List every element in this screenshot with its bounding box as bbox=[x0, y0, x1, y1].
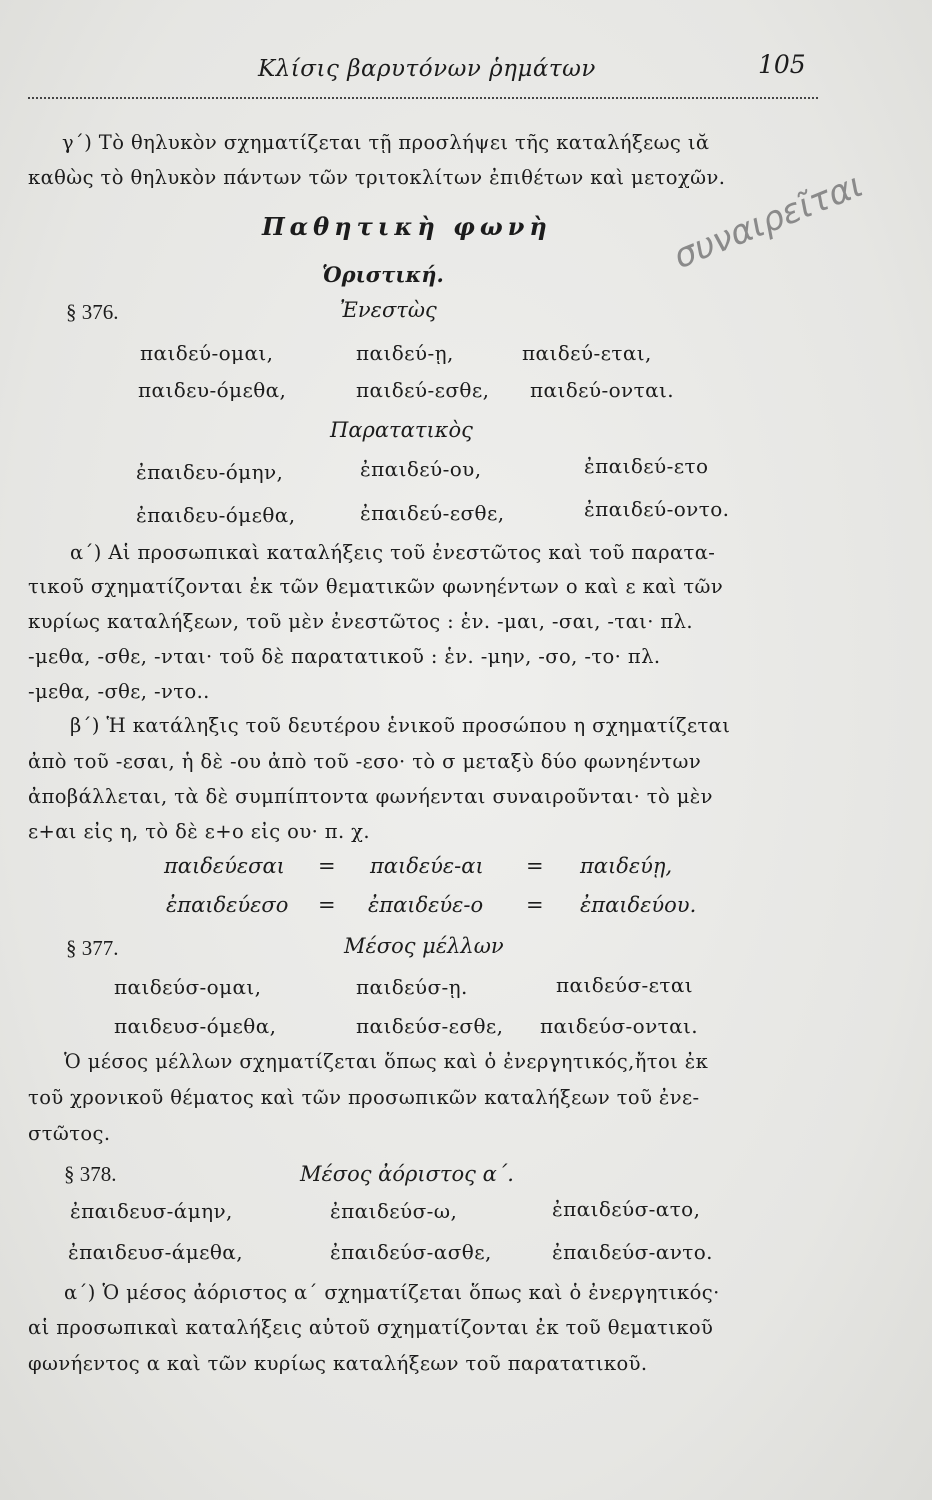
middle-aorist-heading: Μέσος ἀόριστος α΄. bbox=[300, 1162, 514, 1186]
note-a-line-4: -μεθα, -σθε, -νται· τοῦ δὲ παρατατικοῦ : ἑν. -μην, -σο, -το· πλ. bbox=[28, 645, 661, 668]
passive-voice-heading: Παθητικὴ φωνὴ bbox=[262, 212, 552, 241]
equation-equals: = bbox=[318, 893, 336, 917]
indicative-heading: Ὁριστική. bbox=[322, 262, 444, 287]
form-cell: ἐπαιδεύσ-ω, bbox=[330, 1199, 458, 1223]
form-cell: παιδεύ-εσθε, bbox=[356, 378, 490, 402]
equation-equals: = bbox=[318, 854, 336, 878]
note-378-line-3: φωνήεντος α καὶ τῶν κυρίως καταλήξεων τοῦ παρατατικοῦ. bbox=[28, 1352, 648, 1375]
header-rule bbox=[28, 97, 818, 99]
section-377-label: § 377. bbox=[66, 936, 119, 960]
form-cell: παιδευ-όμεθα, bbox=[138, 378, 287, 402]
note-a-line-3: κυρίως καταλήξεων, τοῦ μὲν ἐνεστῶτος : ἑν. -μαι, -σαι, -ται· πλ. bbox=[28, 610, 693, 633]
form-cell: παιδεύσ-εται bbox=[556, 973, 694, 997]
form-cell: παιδεύ-εται, bbox=[522, 341, 652, 365]
middle-future-heading: Μέσος μέλλων bbox=[344, 934, 504, 958]
form-cell: ἐπαιδευ-όμεθα, bbox=[136, 503, 296, 527]
form-cell: ἐπαιδευ-όμην, bbox=[136, 460, 284, 484]
form-cell: ἐπαιδευσ-άμην, bbox=[70, 1199, 233, 1223]
note-b-line-2: ἀπὸ τοῦ -εσαι, ἡ δὲ -ου ἀπὸ τοῦ -εσο· τὸ σ μεταξὺ δύο φωνηέντων bbox=[28, 750, 702, 773]
intro-line-2: καθὼς τὸ θηλυκὸν πάντων τῶν τριτοκλίτων ἐπιθέτων καὶ μετοχῶν. bbox=[28, 166, 726, 189]
note-b-line-1: β΄) Ἡ κατάληξις τοῦ δευτέρου ἑνικοῦ προσώπου η σχηματίζεται bbox=[70, 714, 731, 737]
intro-line-1: γ΄) Τὸ θηλυκὸν σχηματίζεται τῇ προσλήψει τῆς καταλήξεως ιᾰ bbox=[62, 131, 710, 154]
form-cell: ἐπαιδεύ-ου, bbox=[360, 457, 482, 481]
form-cell: παιδευσ-όμεθα, bbox=[114, 1014, 277, 1038]
form-cell: παιδεύ-ομαι, bbox=[140, 341, 274, 365]
equation-term: ἐπαιδεύου. bbox=[580, 893, 697, 917]
imperfect-tense-heading: Παρατατικὸς bbox=[330, 418, 473, 442]
note-b-line-3: ἀποβάλλεται, τὰ δὲ συμπίπτοντα φωνήενται συναιροῦνται· τὸ μὲν bbox=[28, 785, 713, 808]
form-cell: παιδεύσ-ῃ. bbox=[356, 975, 468, 999]
equation-term: παιδεύῃ, bbox=[580, 854, 673, 878]
form-cell: παιδεύ-ονται. bbox=[530, 378, 674, 402]
form-cell: ἐπαιδευσ-άμεθα, bbox=[68, 1240, 243, 1264]
form-cell: παιδεύ-ῃ, bbox=[356, 341, 454, 365]
note-a-line-1: α΄) Αἱ προσωπικαὶ καταλήξεις τοῦ ἐνεστῶτος καὶ τοῦ παρατα- bbox=[70, 541, 716, 564]
note-a-line-5: -μεθα, -σθε, -ντο.. bbox=[28, 680, 210, 703]
equation-term: ἐπαιδεύεσο bbox=[166, 893, 289, 917]
equation-term: παιδεύεσαι bbox=[164, 854, 285, 878]
page-number: 105 bbox=[758, 50, 806, 79]
note-a-line-2: τικοῦ σχηματίζονται ἐκ τῶν θεματικῶν φωνηέντων ο καὶ ε καὶ τῶν bbox=[28, 575, 724, 598]
note-b-line-4: ε+αι εἰς η, τὸ δὲ ε+ο εἰς ου· π. χ. bbox=[28, 820, 370, 843]
form-cell: παιδεύσ-ομαι, bbox=[114, 975, 262, 999]
form-cell: ἐπαιδεύσ-αντο. bbox=[552, 1240, 713, 1264]
note-378-line-1: α΄) Ὁ μέσος ἀόριστος α΄ σχηματίζεται ὅπως καὶ ὁ ἐνεργητικός· bbox=[64, 1281, 720, 1304]
section-376-label: § 376. bbox=[66, 300, 119, 324]
note-377-line-2: τοῦ χρονικοῦ θέματος καὶ τῶν προσωπικῶν καταλήξεων τοῦ ἐνε- bbox=[28, 1086, 700, 1109]
note-377-line-1: Ὁ μέσος μέλλων σχηματίζεται ὅπως καὶ ὁ ἐνεργητικός,ἤτοι ἐκ bbox=[64, 1050, 709, 1073]
running-header-title: Κλίσις βαρυτόνων ῥημάτων bbox=[258, 56, 596, 82]
equation-term: παιδεύε-αι bbox=[370, 854, 484, 878]
note-378-line-2: αἱ προσωπικαὶ καταλήξεις αὐτοῦ σχηματίζονται ἐκ τοῦ θεματικοῦ bbox=[28, 1316, 714, 1339]
form-cell: ἐπαιδεύσ-ατο, bbox=[552, 1197, 701, 1221]
equation-term: ἐπαιδεύε-ο bbox=[368, 893, 484, 917]
form-cell: ἐπαιδεύ-εσθε, bbox=[360, 501, 505, 525]
note-377-line-3: στῶτος. bbox=[28, 1122, 111, 1145]
handwritten-pencil-note: συναιρεῖται bbox=[668, 165, 869, 278]
form-cell: παιδεύσ-εσθε, bbox=[356, 1014, 504, 1038]
form-cell: ἐπαιδεύσ-ασθε, bbox=[330, 1240, 492, 1264]
form-cell: ἐπαιδεύ-ετο bbox=[584, 454, 709, 478]
form-cell: ἐπαιδεύ-οντο. bbox=[584, 497, 730, 521]
form-cell: παιδεύσ-ονται. bbox=[540, 1014, 699, 1038]
section-378-label: § 378. bbox=[64, 1162, 117, 1186]
present-tense-heading: Ἐνεστὼς bbox=[340, 298, 437, 322]
equation-equals: = bbox=[526, 893, 544, 917]
equation-equals: = bbox=[526, 854, 544, 878]
